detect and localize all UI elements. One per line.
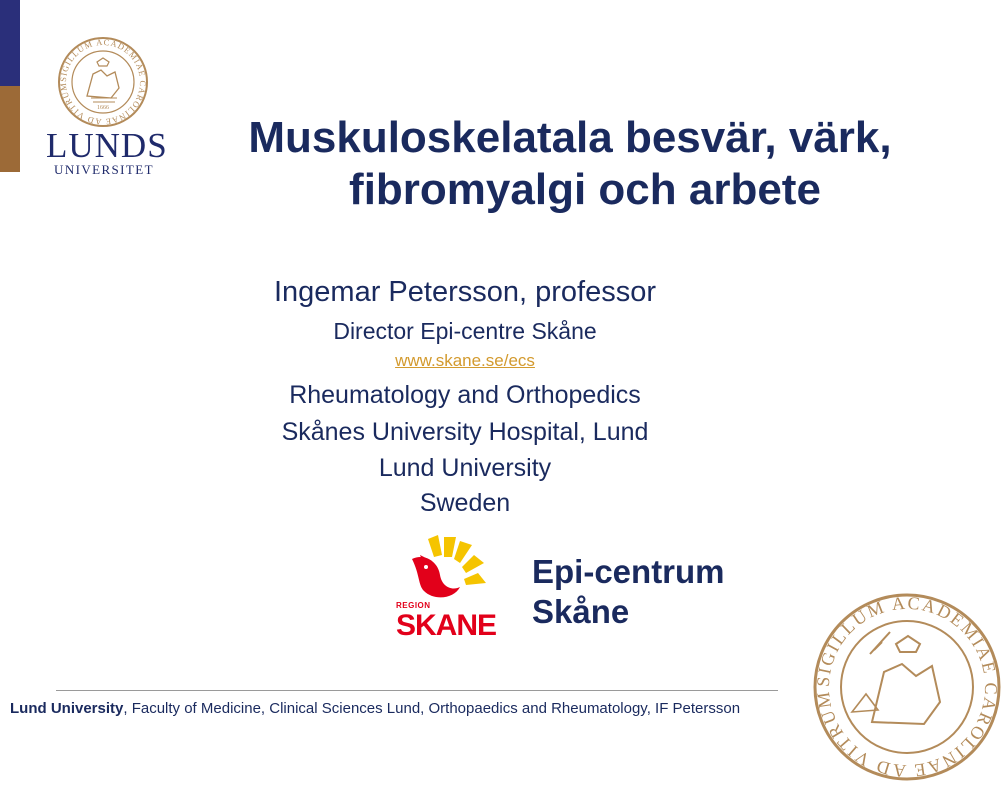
footer-text: [10, 700, 740, 717]
title-line-2: fibromyalgi och arbete: [349, 165, 821, 214]
lund-seal-icon: [57, 36, 149, 128]
hospital-text: Skånes University Hospital, Lund: [281, 418, 649, 446]
region-label: REGION: [396, 601, 431, 610]
skane-label: SKANE: [396, 609, 497, 642]
title-line-1: Muskuloskelatala besvär, värk,: [248, 113, 892, 162]
lunds-wordmark: LUNDS: [46, 126, 168, 165]
svg-text:1666: 1666: [97, 105, 109, 111]
brand-bar-blue: [0, 0, 20, 86]
author-role: Director Epi-centre Skåne: [333, 318, 597, 344]
lund-seal-large-icon: [812, 592, 1002, 782]
epi-centrum-line-1: Epi-centrum: [532, 553, 725, 590]
department-text: Rheumatology and Orthopedics: [289, 381, 641, 409]
svg-text:SIGILLUM ACADEMIAE CAROLINAE A: SIGILLUM ACADEMIAE CAROLINAE AD VITRUM: [57, 36, 149, 128]
lund-university-logo: [40, 36, 168, 176]
epi-centrum-title: [532, 552, 725, 632]
footer-org: Lund University: [10, 700, 124, 717]
svg-text:SIGILLUM ACADEMIAE CAROLINAE A: SIGILLUM ACADEMIAE CAROLINAE AD VITRUM: [812, 592, 1002, 782]
universitet-wordmark: UNIVERSITET: [54, 162, 154, 177]
footer-divider: [56, 690, 778, 691]
slide-title: [200, 112, 940, 216]
brand-bar-brown: [0, 86, 20, 172]
epi-centrum-line-2: Skåne: [532, 593, 630, 630]
university-text: Lund University: [378, 454, 552, 482]
country-text: Sweden: [419, 489, 511, 517]
footer-details: , Faculty of Medicine, Clinical Sciences Lund, Orthopaedics and Rheumatology, IF Petersson: [123, 700, 741, 717]
region-skane-griffin-icon: [394, 535, 506, 605]
region-skane-logo: [394, 535, 506, 642]
website-link[interactable]: www.skane.se/ecs: [395, 351, 535, 370]
author-name: Ingemar Petersson, professor: [273, 276, 656, 308]
